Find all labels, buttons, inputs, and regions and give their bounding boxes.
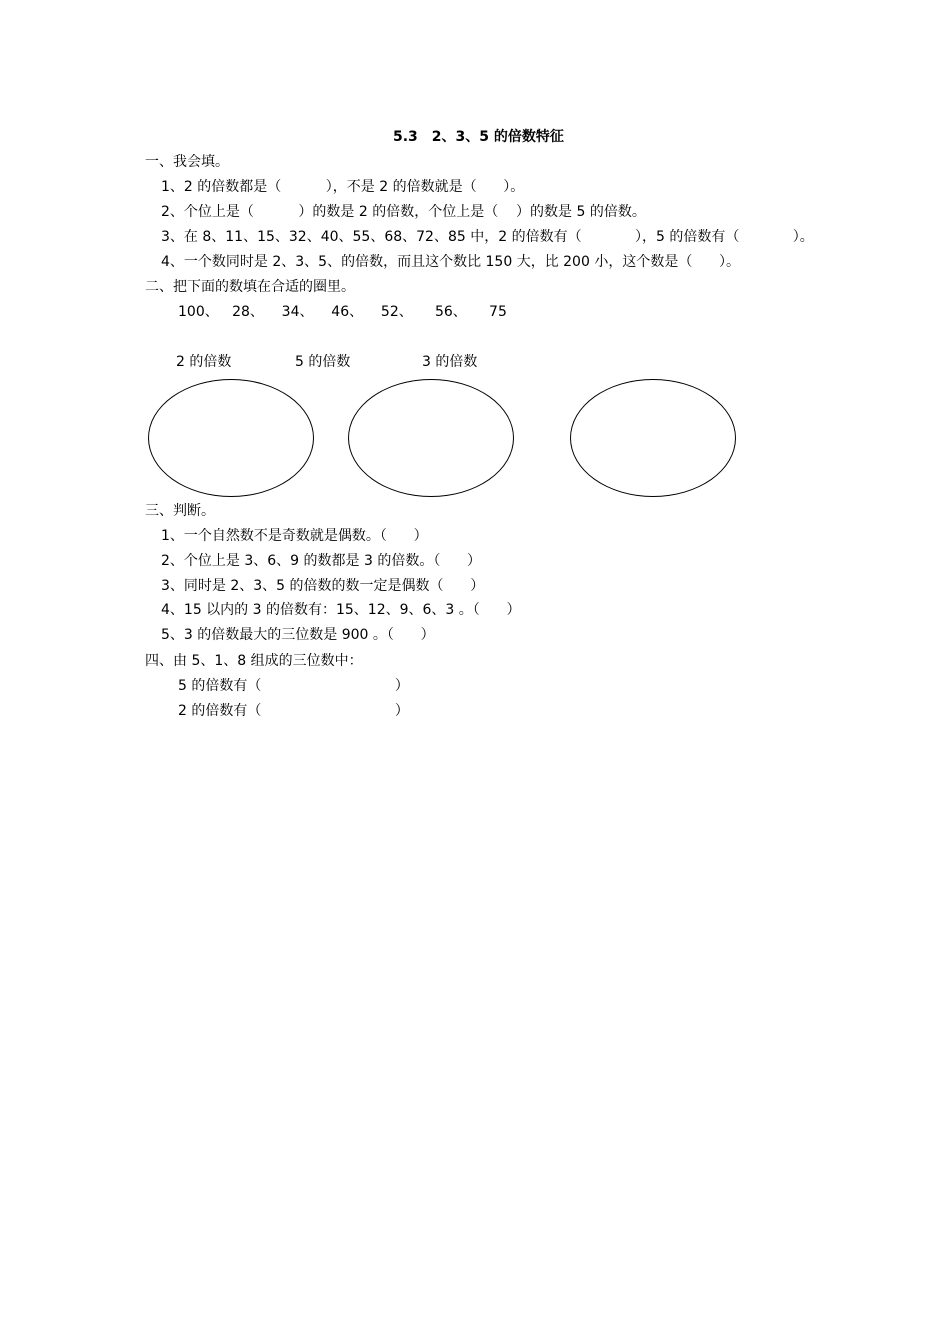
page-title: 5.3 2、3、5 的倍数特征 <box>393 129 564 145</box>
section1-item: 2、个位上是（ ）的数是 2 的倍数，个位上是（ ）的数是 5 的倍数。 <box>161 204 646 220</box>
section4-item: 5 的倍数有（ ） <box>178 678 409 694</box>
oval-multiples-of-5 <box>348 379 514 497</box>
oval-multiples-of-3 <box>570 379 736 497</box>
section3-item: 4、15 以内的 3 的倍数有：15、12、9、6、3 。（ ） <box>161 602 521 618</box>
section4-item: 2 的倍数有（ ） <box>178 703 409 719</box>
section3-heading: 三、判断。 <box>145 503 215 519</box>
oval-multiples-of-2 <box>148 379 314 497</box>
section1-item: 1、2 的倍数都是（ ），不是 2 的倍数就是（ ）。 <box>161 179 525 195</box>
circle-label-5: 5 的倍数 <box>295 354 351 370</box>
section1-item: 4、一个数同时是 2、3、5、的倍数，而且这个数比 150 大，比 200 小，这个数是（ ）。 <box>161 254 741 270</box>
circle-label-2: 2 的倍数 <box>176 354 232 370</box>
section3-item: 3、同时是 2、3、5 的倍数的数一定是偶数（ ） <box>161 578 485 594</box>
section1-heading: 一、我会填。 <box>145 154 229 170</box>
circle-label-3: 3 的倍数 <box>422 354 478 370</box>
number-list: 100、 28、 34、 46、 52、 56、 75 <box>178 304 507 320</box>
section3-item: 5、3 的倍数最大的三位数是 900 。（ ） <box>161 627 435 643</box>
section1-item: 3、在 8、11、15、32、40、55、68、72、85 中，2 的倍数有（ ），5 的倍数有（ ）。 <box>161 229 814 245</box>
section3-item: 2、个位上是 3、6、9 的数都是 3 的倍数。（ ） <box>161 553 482 569</box>
section4-heading: 四、由 5、1、8 组成的三位数中： <box>145 653 363 669</box>
section3-item: 1、一个自然数不是奇数就是偶数。（ ） <box>161 528 428 544</box>
section2-heading: 二、把下面的数填在合适的圈里。 <box>145 279 355 295</box>
